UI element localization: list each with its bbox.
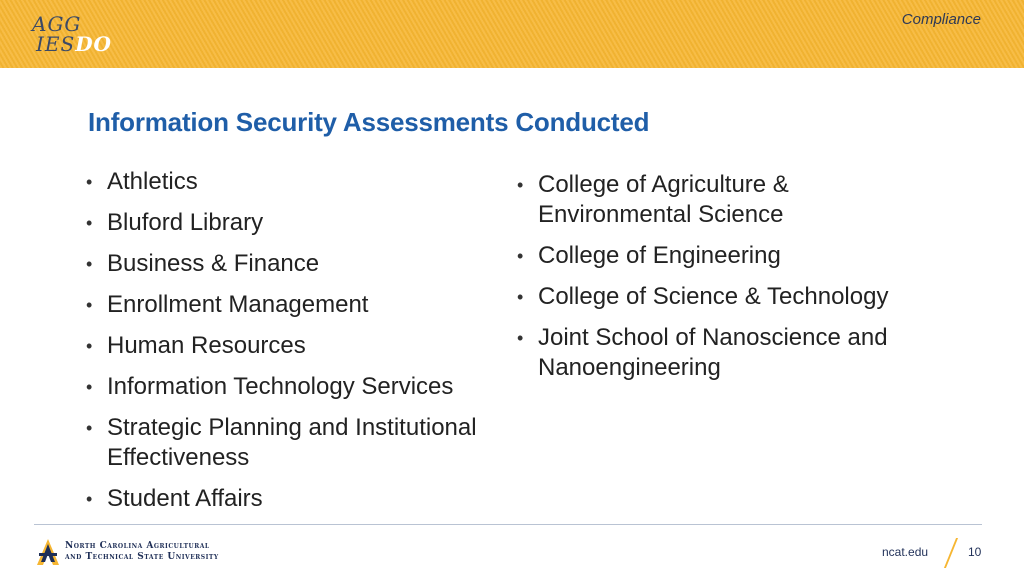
logo-text-line2a: IES bbox=[36, 32, 76, 56]
list-item bbox=[86, 484, 496, 514]
list-item bbox=[86, 331, 496, 361]
list-item-text: Athletics bbox=[107, 168, 198, 195]
list-item bbox=[86, 208, 496, 238]
bullet-icon: • bbox=[86, 213, 93, 233]
list-item-text: Information Technology Services bbox=[107, 373, 454, 400]
bullet-icon: • bbox=[517, 175, 524, 195]
bullet-icon: • bbox=[517, 287, 524, 307]
header-band bbox=[0, 0, 1024, 68]
list-item-text: Enrollment Management bbox=[107, 291, 369, 318]
list-item-text: College of Agriculture & Environmental Science bbox=[538, 171, 789, 228]
bullet-icon: • bbox=[86, 377, 93, 397]
section-label: Compliance bbox=[901, 11, 981, 28]
university-name-line1: North Carolina Agricultural bbox=[65, 541, 210, 551]
list-item-text: Joint School of Nanoscience and Nanoengineering bbox=[538, 324, 888, 381]
list-item-text: Student Affairs bbox=[107, 485, 263, 512]
bullet-icon: • bbox=[86, 172, 93, 192]
list-item bbox=[517, 170, 937, 230]
bullet-icon: • bbox=[86, 295, 93, 315]
university-name-line2: and Technical State University bbox=[65, 552, 219, 562]
bullet-icon: • bbox=[86, 254, 93, 274]
right-bullet-list bbox=[517, 170, 937, 394]
list-item-text: Strategic Planning and Institutional Effectiveness bbox=[107, 414, 477, 471]
list-item bbox=[86, 372, 496, 402]
list-item bbox=[86, 167, 496, 197]
bullet-icon: • bbox=[86, 418, 93, 438]
logo-text-line1: AGG bbox=[32, 12, 82, 36]
aggies-do-logo bbox=[32, 14, 112, 60]
site-link[interactable]: ncat.edu bbox=[882, 545, 929, 559]
list-item-text: College of Science & Technology bbox=[538, 283, 889, 310]
list-item-text: College of Engineering bbox=[538, 242, 781, 269]
logo-text-line2 bbox=[36, 34, 112, 54]
list-item bbox=[86, 249, 496, 279]
university-seal-icon bbox=[35, 538, 61, 566]
list-item bbox=[517, 241, 937, 271]
list-item bbox=[86, 413, 496, 473]
logo-text-line2b: DO bbox=[75, 32, 112, 56]
slide-title: Information Security Assessments Conducted bbox=[88, 107, 650, 137]
list-item-text: Human Resources bbox=[107, 332, 306, 359]
university-name bbox=[65, 541, 285, 563]
list-item-text: Bluford Library bbox=[107, 209, 264, 236]
bullet-icon: • bbox=[86, 489, 93, 509]
list-item-text: Business & Finance bbox=[107, 250, 320, 277]
bullet-icon: • bbox=[517, 328, 524, 348]
list-item bbox=[517, 323, 937, 383]
footer-slash-divider bbox=[944, 538, 958, 568]
page-number: 10 bbox=[968, 545, 982, 559]
list-item bbox=[86, 290, 496, 320]
bullet-icon: • bbox=[517, 246, 524, 266]
left-bullet-list bbox=[86, 167, 496, 525]
footer-divider bbox=[34, 524, 982, 525]
bullet-icon: • bbox=[86, 336, 93, 356]
list-item bbox=[517, 282, 937, 312]
